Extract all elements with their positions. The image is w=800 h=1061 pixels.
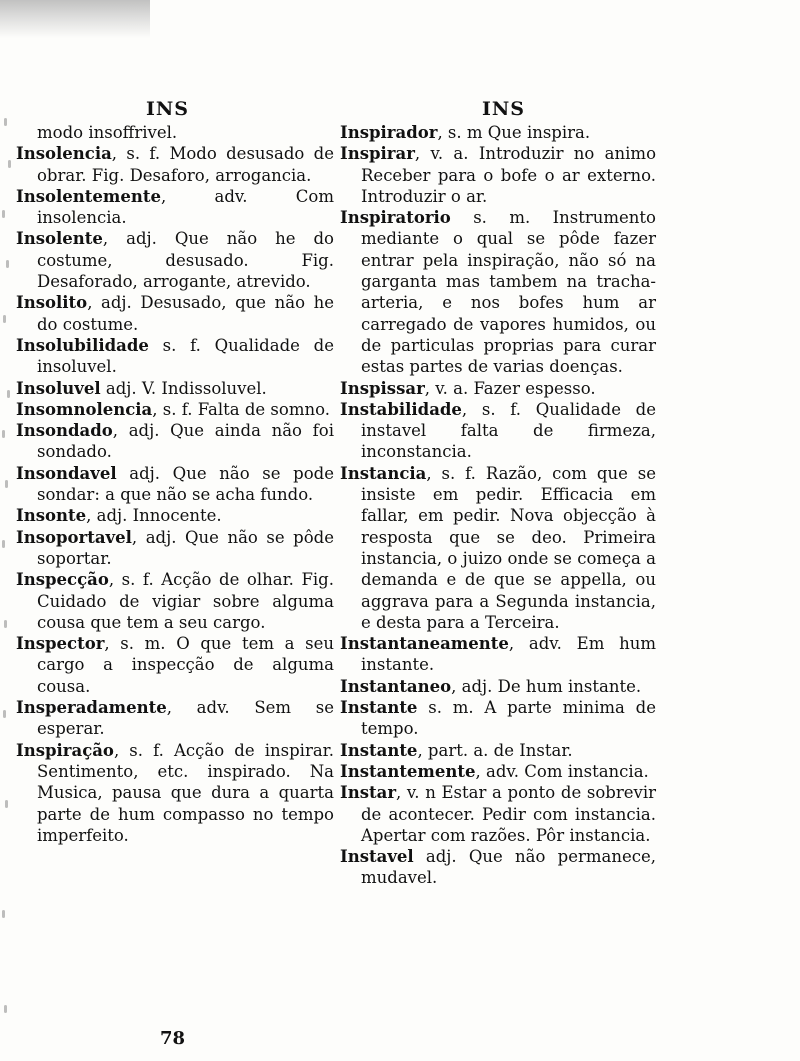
dictionary-entry: Inspiração, s. f. Acção de inspirar. Sentimento, etc. inspirado. Na Musica, pausa que dura a quarta parte de hum compasso no tempo imperfeito.: [16, 740, 334, 845]
dictionary-entry: Insolente, adj. Que não he do costume, desusado. Fig. Desaforado, arrogante, atrevido.: [16, 229, 334, 292]
dictionary-entry: Insondado, adj. Que ainda não foi sondado.: [16, 421, 334, 462]
dictionary-entry: Insolentemente, adv. Com insolencia.: [16, 186, 334, 228]
left-entries: [16, 122, 334, 846]
dictionary-entry: modo insoffrivel.: [37, 123, 178, 142]
right-entries: [340, 122, 656, 889]
dictionary-entry: Instavel adj. Que não permanece, mudavel.: [340, 847, 656, 888]
dictionary-entry: Instantemente, adv. Com instancia.: [340, 761, 649, 781]
dictionary-entry: Insolubilidade s. f. Qualidade de insoluvel.: [16, 335, 334, 377]
left-column-header: INS: [146, 98, 189, 120]
dictionary-entry: Instante, part. a. de Instar.: [340, 740, 573, 760]
dictionary-entry: Inspecção, s. f. Acção de olhar. Fig. Cuidado de vigiar sobre alguma cousa que tem a seu cargo.: [16, 570, 334, 632]
dictionary-entry: Instantaneo, adj. De hum instante.: [340, 676, 642, 696]
dictionary-entry: Inspirador, s. m Que inspira.: [340, 123, 591, 142]
dictionary-entry: Inspirar, v. a. Introduzir no animo Receber para o bofe o ar externo. Introduzir o ar.: [340, 144, 656, 206]
dictionary-entry: Inspector, s. m. O que tem a seu cargo a inspecção de alguma cousa.: [16, 634, 334, 696]
dictionary-entry: Instantaneamente, adv. Em hum instante.: [340, 634, 656, 675]
dictionary-entry: Insoluvel adj. V. Indissoluvel.: [16, 378, 267, 398]
page-number: 78: [160, 1028, 186, 1049]
dictionary-entry: Insonte, adj. Innocente.: [16, 506, 222, 526]
dictionary-entry: Instabilidade, s. f. Qualidade de instavel falta de firmeza, inconstancia.: [340, 399, 656, 462]
dictionary-entry: Insoportavel, adj. Que não se pôde soportar.: [16, 527, 334, 568]
right-column-header: INS: [482, 98, 525, 120]
dictionary-entry: Insomnolencia, s. f. Falta de somno.: [16, 399, 330, 419]
dictionary-entry: Instante s. m. A parte minima de tempo.: [340, 698, 656, 739]
dictionary-entry: Insperadamente, adv. Sem se esperar.: [16, 698, 334, 739]
dictionary-entry: Instar, v. n Estar a ponto de sobrevir de acontecer. Pedir com instancia. Apertar com razões. Pôr instancia.: [340, 783, 656, 845]
dictionary-entry: Insolencia, s. f. Modo desusado de obrar. Fig. Desaforo, arrogancia.: [16, 144, 334, 185]
dictionary-entry: Inspiratorio s. m. Instrumento mediante o qual se pôde fazer entrar pela inspiração, não só na garganta mas tambem na tracha-arteria, e nos bofes hum ar carregado de vapores humidos, ou de particulas proprias para curar estas partes de varias doenças.: [340, 208, 656, 377]
dictionary-entry: Instancia, s. f. Razão, com que se insiste em pedir. Efficacia em fallar, em pedir. Nova objecção à resposta que se deo. Primeira instancia, o juizo onde se começa a demanda e de que se appella, ou aggrava para a Segunda instancia, e desta para a Terceira.: [340, 463, 656, 632]
page-edge: [0, 100, 14, 1040]
dictionary-entry: Insolito, adj. Desusado, que não he do costume.: [16, 293, 334, 334]
dictionary-entry: Insondavel adj. Que não se pode sondar: a que não se acha fundo.: [16, 463, 334, 505]
scan-shadow: [0, 0, 150, 38]
dictionary-entry: Inspissar, v. a. Fazer espesso.: [340, 378, 596, 398]
